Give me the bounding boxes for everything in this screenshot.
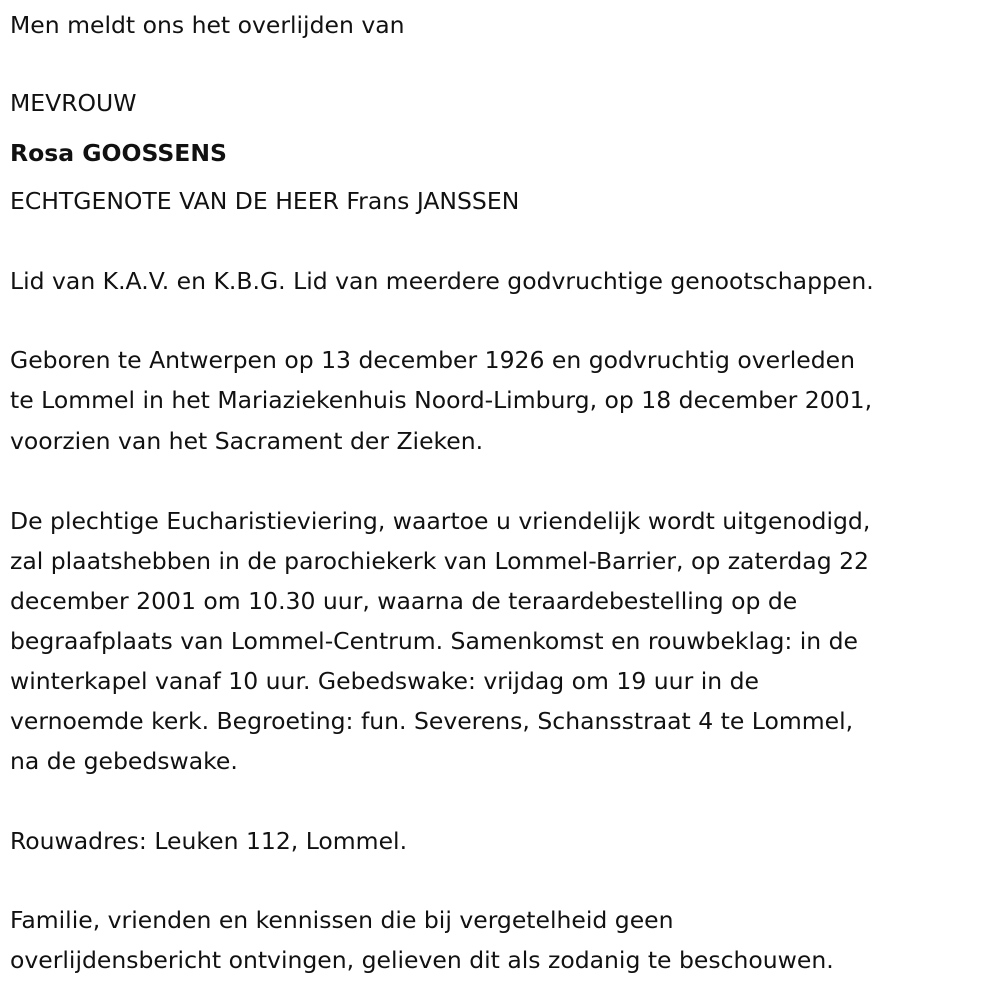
- membership-text: Lid van K.A.V. en K.B.G. Lid van meerdere godvruchtige genootschappen.: [10, 267, 874, 295]
- birth-death-line: Geboren te Antwerpen op 13 december 1926 en godvruchtig overleden: [10, 346, 856, 374]
- intro-text: Men meldt ons het overlijden van: [10, 11, 405, 39]
- address-text: Rouwadres: Leuken 112, Lommel.: [10, 827, 408, 855]
- ceremony-line: winterkapel vanaf 10 uur. Gebedswake: vrijdag om 19 uur in de: [10, 667, 759, 695]
- ceremony-line: vernoemde kerk. Begroeting: fun. Severens, Schansstraat 4 te Lommel,: [10, 707, 854, 735]
- birth-death-line: te Lommel in het Mariaziekenhuis Noord-Limburg, op 18 december 2001,: [10, 386, 873, 414]
- ceremony-line: De plechtige Eucharistieviering, waartoe u vriendelijk wordt uitgenodigd,: [10, 507, 871, 535]
- closing-line: Familie, vrienden en kennissen die bij vergetelheid geen: [10, 906, 674, 934]
- spouse-text: ECHTGENOTE VAN DE HEER Frans JANSSEN: [10, 187, 520, 215]
- title-text: MEVROUW: [10, 89, 137, 117]
- deceased-name: Rosa GOOSSENS: [10, 139, 227, 167]
- birth-death-line: voorzien van het Sacrament der Zieken.: [10, 427, 484, 455]
- ceremony-line: begraafplaats van Lommel-Centrum. Samenkomst en rouwbeklag: in de: [10, 627, 859, 655]
- ceremony-line: zal plaatshebben in de parochiekerk van Lommel-Barrier, op zaterdag 22: [10, 547, 869, 575]
- ceremony-line: december 2001 om 10.30 uur, waarna de teraardebestelling op de: [10, 587, 798, 615]
- closing-line: overlijdensbericht ontvingen, gelieven dit als zodanig te beschouwen.: [10, 946, 834, 974]
- ceremony-line: na de gebedswake.: [10, 747, 238, 775]
